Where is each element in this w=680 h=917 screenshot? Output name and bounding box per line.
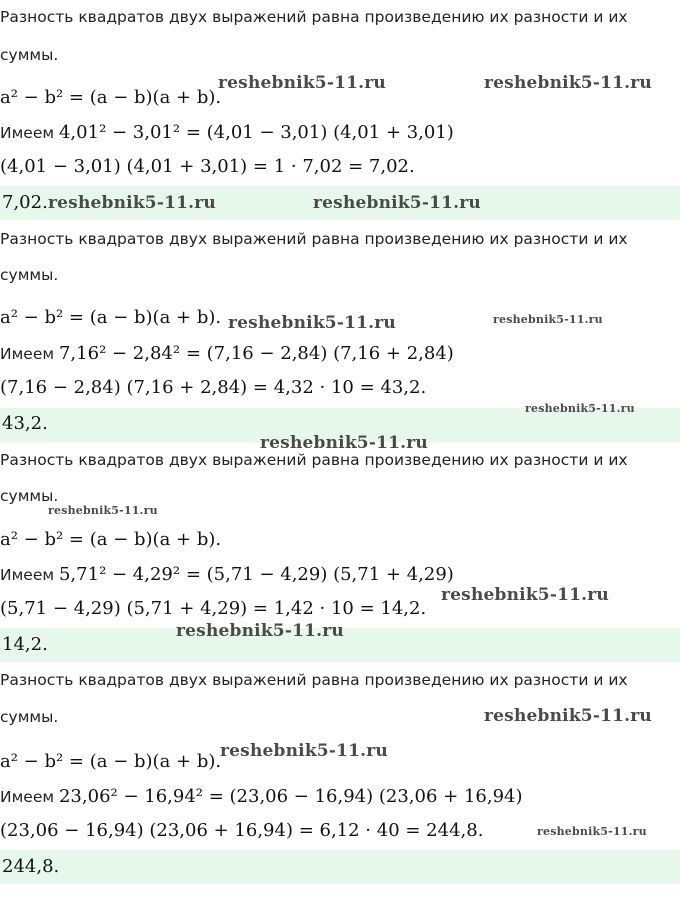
step-2b: (7,16 − 2,84) (7,16 + 2,84) = 4,32 · 10 = 43,2.	[0, 377, 427, 398]
intro-text-3b: суммы.	[0, 487, 59, 505]
step-expression: 23,06² − 16,94² = (23,06 − 16,94) (23,06 + 16,94)	[58, 786, 523, 807]
watermark: reshebnik5-11.ru	[525, 402, 635, 415]
step-expression: 5,71² − 4,29² = (5,71 − 4,29) (5,71 + 4,29)	[58, 564, 454, 585]
intro-text-1b: суммы.	[0, 46, 59, 64]
watermark: reshebnik5-11.ru	[48, 504, 158, 517]
watermark: reshebnik5-11.ru	[48, 193, 216, 213]
intro-text-4: Разность квадратов двух выражений равна произведению их разности и их	[0, 671, 628, 689]
intro-text-2: Разность квадратов двух выражений равна произведению их разности и их	[0, 230, 628, 248]
watermark: reshebnik5-11.ru	[220, 741, 388, 761]
watermark: reshebnik5-11.ru	[218, 73, 386, 93]
answer-2: 43,2.	[2, 413, 48, 434]
watermark: reshebnik5-11.ru	[260, 433, 428, 453]
step-prefix: Имеем	[0, 566, 59, 584]
watermark: reshebnik5-11.ru	[537, 825, 647, 838]
step-prefix: Имеем	[0, 124, 59, 142]
watermark: reshebnik5-11.ru	[313, 193, 481, 213]
intro-text-2b: суммы.	[0, 266, 59, 284]
intro-text-3: Разность квадратов двух выражений равна произведению их разности и их	[0, 451, 628, 469]
watermark: reshebnik5-11.ru	[441, 585, 609, 605]
formula-1: a² − b² = (a − b)(a + b).	[0, 87, 222, 108]
answer-3: 14,2.	[2, 634, 48, 655]
watermark: reshebnik5-11.ru	[484, 73, 652, 93]
step-expression: 7,16² − 2,84² = (7,16 − 2,84) (7,16 + 2,84)	[58, 343, 454, 364]
step-prefix: Имеем	[0, 788, 59, 806]
step-expression: 4,01² − 3,01² = (4,01 − 3,01) (4,01 + 3,01)	[58, 122, 454, 143]
answer-band-4	[0, 850, 680, 884]
watermark: reshebnik5-11.ru	[484, 706, 652, 726]
answer-4: 244,8.	[2, 856, 60, 877]
watermark: reshebnik5-11.ru	[176, 621, 344, 641]
formula-2: a² − b² = (a − b)(a + b).	[0, 307, 222, 328]
formula-4: a² − b² = (a − b)(a + b).	[0, 751, 222, 772]
step-3b: (5,71 − 4,29) (5,71 + 4,29) = 1,42 · 10 = 14,2.	[0, 598, 427, 619]
step-1b: (4,01 − 3,01) (4,01 + 3,01) = 1 · 7,02 = 7,02.	[0, 156, 415, 177]
step-2a	[0, 343, 454, 364]
step-prefix: Имеем	[0, 345, 59, 363]
watermark: reshebnik5-11.ru	[493, 313, 603, 326]
watermark: reshebnik5-11.ru	[228, 313, 396, 333]
intro-text-4b: суммы.	[0, 708, 59, 726]
step-1a	[0, 122, 454, 143]
intro-text-1: Разность квадратов двух выражений равна произведению их разности и их	[0, 8, 628, 26]
step-4b: (23,06 − 16,94) (23,06 + 16,94) = 6,12 · 40 = 244,8.	[0, 820, 484, 841]
step-4a	[0, 786, 523, 807]
formula-3: a² − b² = (a − b)(a + b).	[0, 529, 222, 550]
step-3a	[0, 564, 454, 585]
answer-1: 7,02.	[2, 192, 48, 213]
